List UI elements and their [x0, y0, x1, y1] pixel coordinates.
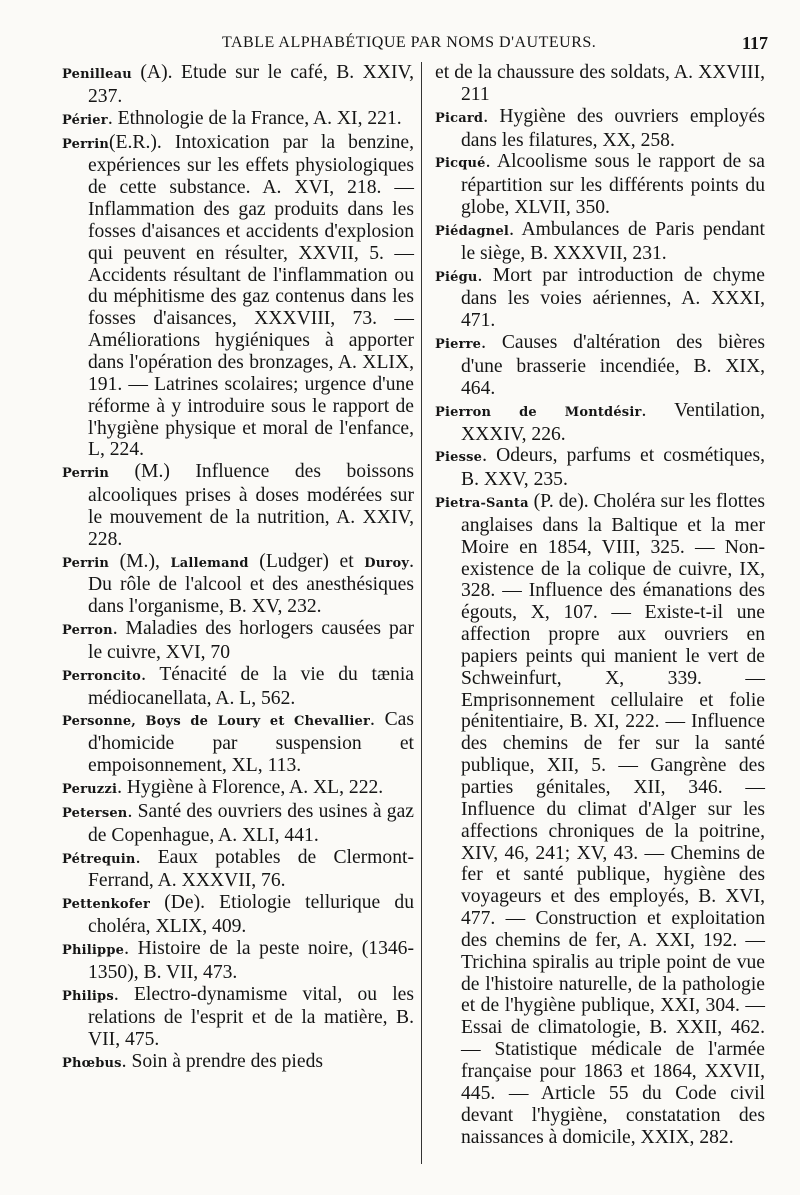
author-name: Duroy: [364, 555, 410, 571]
author-name: Lallemand: [170, 555, 249, 571]
entry-text: (M.),: [109, 550, 171, 572]
entry-text: (M.) Influence des boissons alcooliques prises à doses modérées sur le mouvement de la nutrition, A. XXIV, 228.: [88, 461, 414, 550]
author-name: Philips: [62, 988, 114, 1004]
entry-text: . Electro-dynamisme vital, ou les relations de l'esprit et de la matière, B. VII, 475.: [88, 983, 414, 1051]
index-entry: [435, 106, 765, 152]
author-name: Picqué: [435, 156, 486, 172]
author-name: Piégu: [435, 269, 478, 285]
entry-text: . Causes d'altération des bières d'une brasserie incendiée, B. XIX, 464.: [461, 332, 765, 399]
author-name: Perroncito: [62, 668, 142, 684]
entry-text: . Cas d'homicide par suspension et empoisonnement, XL, 113.: [88, 709, 414, 777]
entry-text: (A). Etude sur le café, B. XXIV, 237.: [88, 62, 414, 107]
entry-text: (De). Etiologie tellurique du choléra, XLIX, 409.: [88, 892, 414, 938]
index-entry: [62, 618, 414, 664]
entry-text: . Ventilation, XXXIV, 226.: [461, 399, 765, 445]
author-name: Pettenkofer: [62, 897, 151, 913]
index-entry: [435, 219, 765, 265]
author-name: Petersen: [62, 805, 128, 821]
page-title: TABLE ALPHABÉTIQUE PAR NOMS D'AUTEURS.: [222, 34, 597, 51]
author-name: Personne, Boys de Loury et Chevallier: [62, 714, 371, 730]
index-entry: [62, 801, 414, 847]
index-entry: [435, 62, 765, 106]
author-name: Pétrequin: [62, 851, 136, 867]
author-name: Penilleau: [62, 67, 132, 82]
entry-text: . Histoire de la peste noire, (1346-1350), B. VII, 473.: [88, 937, 414, 983]
index-entry: [435, 491, 765, 1148]
entry-text: . Ethnologie de la France, A. XI, 221.: [107, 107, 402, 129]
index-entry: [62, 132, 414, 462]
index-entry: [62, 551, 414, 619]
author-name: Piesse: [435, 450, 483, 466]
entry-text: (E.R.). Intoxication par la benzine, expériences sur les effets physiologiques de cette substance. A. XVI, 218. — Inflammation des gaz produits dans les fosses d'aisances et accidents d'explosion qui peuvent en résulter, XXVII, 5. — Accidents résultant de l'inflammation ou du méphitisme des gaz contenus dans les fosses d'aisances, XXXVIII, 73. — Améliorations hygiéniques à apporter dans l'opération des bronzages, A. XLIX, 191. — Latrines scolaires; urgence d'une réforme à y introduire sous le rapport de l'hygiène physique et moral de l'enfance, L, 224.: [88, 131, 414, 461]
index-entry: [62, 938, 414, 984]
entry-text: . Alcoolisme sous le rapport de sa répartition sur les différents points du globe, XLVII, 350.: [461, 151, 765, 219]
entry-text: . Odeurs, parfums et cosmétiques, B. XXV, 235.: [461, 445, 765, 491]
author-name: Perrin: [62, 555, 109, 571]
entry-text: . Hygiène à Florence, A. XL, 222.: [117, 777, 384, 798]
index-entry: [435, 400, 765, 446]
author-name: Périer: [62, 112, 108, 128]
entry-text: (Ludger) et: [248, 550, 365, 572]
index-entry: [435, 265, 765, 333]
author-name: Pierron de Montdésir: [435, 404, 642, 420]
entry-text: . Ambulances de Paris pendant le siège, B. XXXVII, 231.: [461, 218, 765, 264]
column-divider: [421, 62, 422, 1164]
entry-text: . Santé des ouvriers des usines à gaz de Copenhague, A. XLI, 441.: [88, 800, 414, 846]
index-entry: [62, 108, 414, 132]
index-entry: [62, 847, 414, 893]
index-entry: [62, 1051, 414, 1075]
author-name: Phœbus: [62, 1056, 122, 1072]
author-name: Perron: [62, 623, 113, 639]
entry-text: et de la chaussure des soldats, A. XXVIII, 211: [435, 62, 765, 105]
author-name: Piédagnel: [435, 223, 510, 239]
running-header: [0, 30, 800, 58]
entry-text: (P. de). Choléra sur les flottes anglaises dans la Baltique et la mer Moire en 1854, VIII, 325. — Non-existence de la colique de cuivre, IX, 328. — Influence des émanations des égouts, X, 107. — Existe-t-il une affection propre aux ouvriers en papiers peints qui manient le vert de Schweinfurt, X, 339. — Emprisonnement cellulaire et folie pénitentiaire, B. XI, 222. — Influence des chemins de fer sur la santé publique, XII, 5. — Gangrène des parties génitales, XII, 346. — Influence du climat d'Alger sur les affections chroniques de la poitrine, XIV, 46, 241; XV, 43. — Chemins de fer et santé publique, hygiène des voyageurs et des employés, B. XVI, 477. — Construction et exploitation des chemins de fer, A. XXI, 192. — Trichina spiralis au triple point de vue de l'histoire naturelle, de la pathologie et de l'hygiène publique, XXI, 304. — Essai de climatologie, B. XXII, 462. — Statistique médicale de l'armée française pour 1863 et 1864, XXVII, 445. — Article 55 du Code civil devant l'hygiène, constatation des naissances à domicile, XXIX, 282.: [461, 491, 765, 1148]
index-entry: [62, 709, 414, 777]
index-entry: [62, 664, 414, 710]
author-name: Picard: [435, 110, 484, 126]
entry-text: . Mort par introduction de chyme dans les voies aériennes, A. XXXI, 471.: [461, 264, 765, 332]
author-name: Perrin: [62, 136, 109, 152]
author-name: Peruzzi: [62, 782, 118, 797]
index-entry: [435, 445, 765, 491]
index-entry: [62, 461, 414, 550]
page-number: 117: [741, 33, 768, 53]
index-entry: [62, 777, 414, 801]
entry-text: . Ténacité de la vie du tænia médiocanellata, A. L, 562.: [88, 663, 414, 709]
index-entry: [62, 892, 414, 938]
entry-text: . Soin à prendre des pieds: [121, 1051, 323, 1073]
author-name: Philippe: [62, 942, 125, 958]
entry-text: . Eaux potables de Clermont-Ferrand, A. XXXVII, 76.: [88, 846, 414, 892]
author-name: Perrin: [62, 466, 109, 482]
right-column: [435, 62, 765, 1148]
index-entry: [62, 984, 414, 1052]
author-name: Pierre: [435, 337, 482, 353]
left-column: [62, 62, 414, 1075]
entry-text: . Hygiène des ouvriers employés dans les filatures, XX, 258.: [461, 105, 765, 151]
entry-text: . Maladies des horlogers causées par le cuivre, XVI, 70: [88, 618, 414, 663]
index-entry: [435, 332, 765, 400]
index-entry: [62, 62, 414, 108]
author-name: Pietra-Santa: [435, 496, 529, 512]
entry-text: . Du rôle de l'alcool et des anesthésiques dans l'organisme, B. XV, 232.: [88, 550, 414, 618]
index-entry: [435, 151, 765, 219]
